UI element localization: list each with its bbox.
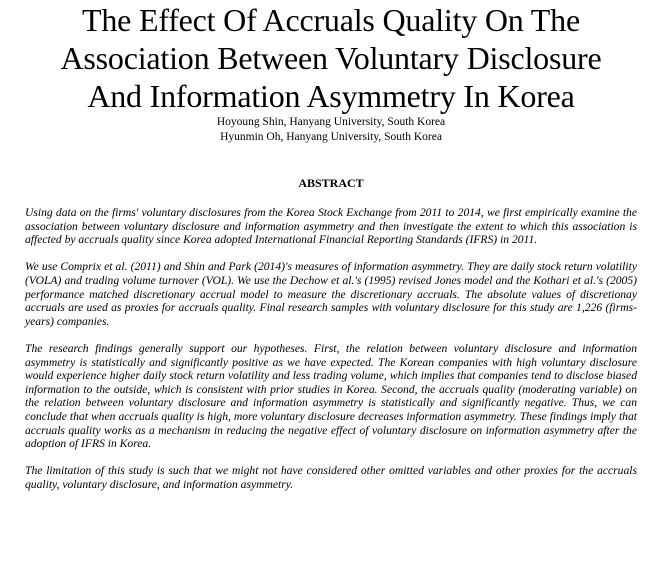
author-affiliation: Hoyoung Shin, Hanyang University, South Korea [216,116,446,128]
title-line: And Information Asymmetry In Korea [87,78,575,114]
abstract-paragraph: We use Comprix et al. (2011) and Shin and Park (2014)'s measures of information asymmetry. They are daily stock return volatility (VOLA) and trading volume turnover (VOL). We use the Dechow et al.'s (1995) revised Jones model and the Kothari et al.'s (2005) performance matched discretionary accrual model to measure the discretionary accruals. The absolute values of discretionay accruals are used as proxies for accruals quality. Final research samples with voluntary disclosure for this study are 1,226 (firms-years) companies. [25,260,637,328]
abstract-body [25,206,637,505]
abstract-paragraph: The research findings generally support our hypotheses. First, the relation between voluntary disclosure and information asymmetry is statistically and significantly positive as we have expected. The Korean companies with high voluntary disclosure would experience higher daily stock return volatility and less trading volume, which implies that companies tend to disclose biased information to the outside, which is consistent with prior studies in Korea. Second, the accruals quality (moderating variable) on the relation between voluntary disclosure and information asymmetry is statistically and significantly negative. Thus, we can conclude that when accruals quality is high, more voluntary disclosure decreases information asymmetry. These findings imply that accruals quality works as a mechanism in reducing the negative effect of voluntary disclosure on information asymmetry after the adoption of IFRS in Korea. [25,341,637,451]
abstract-heading: ABSTRACT [298,176,364,190]
abstract-paragraph: The limitation of this study is such that we might not have considered other omitted variables and other proxies for the accruals quality, voluntary disclosure, and information asymmetry. [25,464,637,491]
abstract-paragraph: Using data on the firms' voluntary disclosures from the Korea Stock Exchange from 2011 to 2014, we first empirically examine the association between voluntary disclosure and information asymmetry and then investigate the extent to which this association is affected by accruals quality since Korea adopted International Financial Reporting Standards (IFRS) in 2011. [25,206,637,247]
title-line: Association Between Voluntary Disclosure [60,40,602,76]
author-affiliation: Hyunmin Oh, Hanyang University, South Korea [220,131,442,143]
title-line: The Effect Of Accruals Quality On The [82,2,580,38]
author-list [0,115,662,145]
paper-title [0,1,662,115]
